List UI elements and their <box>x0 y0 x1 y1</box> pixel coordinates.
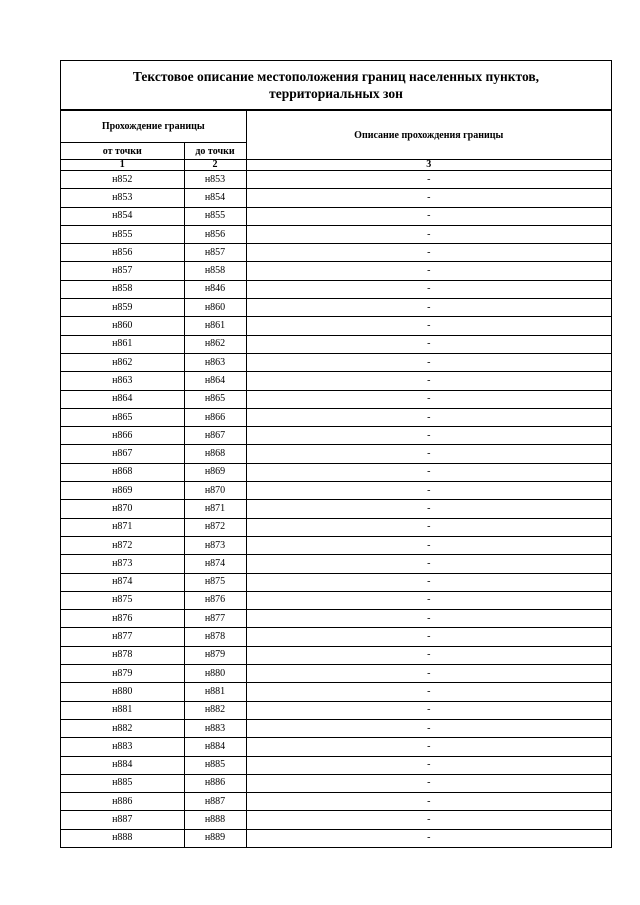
cell-description: - <box>246 518 611 536</box>
cell-from-point: н884 <box>61 756 184 774</box>
cell-to-point: н865 <box>184 390 246 408</box>
table-row <box>61 207 611 225</box>
cell-to-point: н870 <box>184 482 246 500</box>
cell-from-point: н886 <box>61 793 184 811</box>
cell-from-point: н880 <box>61 683 184 701</box>
cell-to-point: н879 <box>184 646 246 664</box>
table-row <box>61 317 611 335</box>
cell-to-point: н863 <box>184 353 246 371</box>
cell-to-point: н858 <box>184 262 246 280</box>
table-row <box>61 225 611 243</box>
cell-description: - <box>246 628 611 646</box>
cell-description: - <box>246 610 611 628</box>
table-row <box>61 665 611 683</box>
cell-to-point: н866 <box>184 408 246 426</box>
cell-from-point: н866 <box>61 427 184 445</box>
page-bottom-rule <box>60 847 610 848</box>
table-row <box>61 482 611 500</box>
cell-from-point: н853 <box>61 189 184 207</box>
cell-description: - <box>246 591 611 609</box>
cell-from-point: н854 <box>61 207 184 225</box>
cell-from-point: н868 <box>61 463 184 481</box>
cell-to-point: н880 <box>184 665 246 683</box>
cell-from-point: н864 <box>61 390 184 408</box>
cell-from-point: н887 <box>61 811 184 829</box>
cell-from-point: н873 <box>61 555 184 573</box>
cell-description: - <box>246 390 611 408</box>
cell-to-point: н862 <box>184 335 246 353</box>
cell-description: - <box>246 353 611 371</box>
table-row <box>61 335 611 353</box>
cell-to-point: н846 <box>184 280 246 298</box>
cell-description: - <box>246 646 611 664</box>
cell-from-point: н885 <box>61 774 184 792</box>
cell-to-point: н886 <box>184 774 246 792</box>
cell-to-point: н853 <box>184 171 246 189</box>
document-title <box>61 61 611 110</box>
table-row <box>61 445 611 463</box>
table-row <box>61 701 611 719</box>
table-row <box>61 299 611 317</box>
table-row <box>61 244 611 262</box>
table-row <box>61 719 611 737</box>
table-row <box>61 628 611 646</box>
cell-description: - <box>246 225 611 243</box>
cell-description: - <box>246 738 611 756</box>
cell-from-point: н888 <box>61 829 184 847</box>
cell-from-point: н859 <box>61 299 184 317</box>
cell-to-point: н878 <box>184 628 246 646</box>
cell-description: - <box>246 793 611 811</box>
cell-from-point: н865 <box>61 408 184 426</box>
cell-description: - <box>246 207 611 225</box>
cell-from-point: н871 <box>61 518 184 536</box>
table-row <box>61 189 611 207</box>
table-row <box>61 793 611 811</box>
cell-from-point: н863 <box>61 372 184 390</box>
cell-description: - <box>246 299 611 317</box>
table-row <box>61 683 611 701</box>
cell-to-point: н875 <box>184 573 246 591</box>
table-row <box>61 610 611 628</box>
cell-from-point: н877 <box>61 628 184 646</box>
cell-to-point: н876 <box>184 591 246 609</box>
cell-from-point: н878 <box>61 646 184 664</box>
cell-description: - <box>246 171 611 189</box>
cell-to-point: н860 <box>184 299 246 317</box>
cell-description: - <box>246 189 611 207</box>
table-row <box>61 774 611 792</box>
cell-to-point: н881 <box>184 683 246 701</box>
cell-description: - <box>246 463 611 481</box>
cell-description: - <box>246 408 611 426</box>
boundary-table <box>61 110 611 848</box>
cell-from-point: н862 <box>61 353 184 371</box>
cell-description: - <box>246 719 611 737</box>
table-row <box>61 353 611 371</box>
cell-from-point: н857 <box>61 262 184 280</box>
table-body <box>61 171 611 848</box>
cell-to-point: н882 <box>184 701 246 719</box>
cell-from-point: н861 <box>61 335 184 353</box>
cell-from-point: н870 <box>61 500 184 518</box>
cell-to-point: н888 <box>184 811 246 829</box>
cell-to-point: н887 <box>184 793 246 811</box>
table-row <box>61 518 611 536</box>
header-boundary-description: Описание прохождения границы <box>246 111 611 160</box>
cell-from-point: н869 <box>61 482 184 500</box>
column-number-2: 2 <box>184 160 246 171</box>
cell-to-point: н874 <box>184 555 246 573</box>
header-from-point: от точки <box>61 143 184 160</box>
cell-to-point: н854 <box>184 189 246 207</box>
cell-to-point: н884 <box>184 738 246 756</box>
cell-from-point: н881 <box>61 701 184 719</box>
column-number-3: 3 <box>246 160 611 171</box>
cell-from-point: н855 <box>61 225 184 243</box>
cell-description: - <box>246 555 611 573</box>
table-row <box>61 463 611 481</box>
cell-description: - <box>246 445 611 463</box>
table-row <box>61 262 611 280</box>
cell-description: - <box>246 829 611 847</box>
cell-to-point: н856 <box>184 225 246 243</box>
table-row <box>61 536 611 554</box>
table-row <box>61 372 611 390</box>
cell-to-point: н869 <box>184 463 246 481</box>
table-row <box>61 500 611 518</box>
cell-to-point: н867 <box>184 427 246 445</box>
cell-to-point: н861 <box>184 317 246 335</box>
cell-description: - <box>246 262 611 280</box>
cell-description: - <box>246 317 611 335</box>
cell-from-point: н875 <box>61 591 184 609</box>
cell-from-point: н876 <box>61 610 184 628</box>
document-sheet <box>60 60 612 848</box>
cell-to-point: н877 <box>184 610 246 628</box>
table-row <box>61 555 611 573</box>
table-row <box>61 408 611 426</box>
cell-description: - <box>246 244 611 262</box>
cell-description: - <box>246 482 611 500</box>
cell-from-point: н883 <box>61 738 184 756</box>
cell-description: - <box>246 500 611 518</box>
table-row <box>61 171 611 189</box>
cell-to-point: н864 <box>184 372 246 390</box>
cell-from-point: н867 <box>61 445 184 463</box>
cell-to-point: н857 <box>184 244 246 262</box>
cell-description: - <box>246 665 611 683</box>
cell-description: - <box>246 774 611 792</box>
cell-from-point: н860 <box>61 317 184 335</box>
cell-from-point: н872 <box>61 536 184 554</box>
cell-description: - <box>246 683 611 701</box>
cell-from-point: н882 <box>61 719 184 737</box>
cell-description: - <box>246 427 611 445</box>
cell-description: - <box>246 536 611 554</box>
cell-from-point: н852 <box>61 171 184 189</box>
cell-description: - <box>246 701 611 719</box>
table-row <box>61 756 611 774</box>
header-to-point: до точки <box>184 143 246 160</box>
cell-from-point: н879 <box>61 665 184 683</box>
cell-description: - <box>246 372 611 390</box>
cell-description: - <box>246 335 611 353</box>
cell-from-point: н858 <box>61 280 184 298</box>
table-row <box>61 390 611 408</box>
cell-description: - <box>246 573 611 591</box>
cell-from-point: н874 <box>61 573 184 591</box>
table-row <box>61 427 611 445</box>
document-title-line-2: территориальных зон <box>269 86 403 101</box>
table-row <box>61 646 611 664</box>
table-row <box>61 811 611 829</box>
cell-to-point: н885 <box>184 756 246 774</box>
cell-description: - <box>246 811 611 829</box>
table-row <box>61 573 611 591</box>
column-number-1: 1 <box>61 160 184 171</box>
table-row <box>61 829 611 847</box>
document-title-line-1: Текстовое описание местоположения границ населенных пунктов, <box>132 69 540 84</box>
cell-description: - <box>246 280 611 298</box>
cell-to-point: н855 <box>184 207 246 225</box>
cell-from-point: н856 <box>61 244 184 262</box>
cell-to-point: н871 <box>184 500 246 518</box>
cell-to-point: н889 <box>184 829 246 847</box>
cell-to-point: н883 <box>184 719 246 737</box>
table-row <box>61 591 611 609</box>
cell-to-point: н868 <box>184 445 246 463</box>
cell-to-point: н872 <box>184 518 246 536</box>
cell-to-point: н873 <box>184 536 246 554</box>
table-row <box>61 738 611 756</box>
header-boundary-passage: Прохождение границы <box>61 111 246 143</box>
cell-description: - <box>246 756 611 774</box>
table-row <box>61 280 611 298</box>
